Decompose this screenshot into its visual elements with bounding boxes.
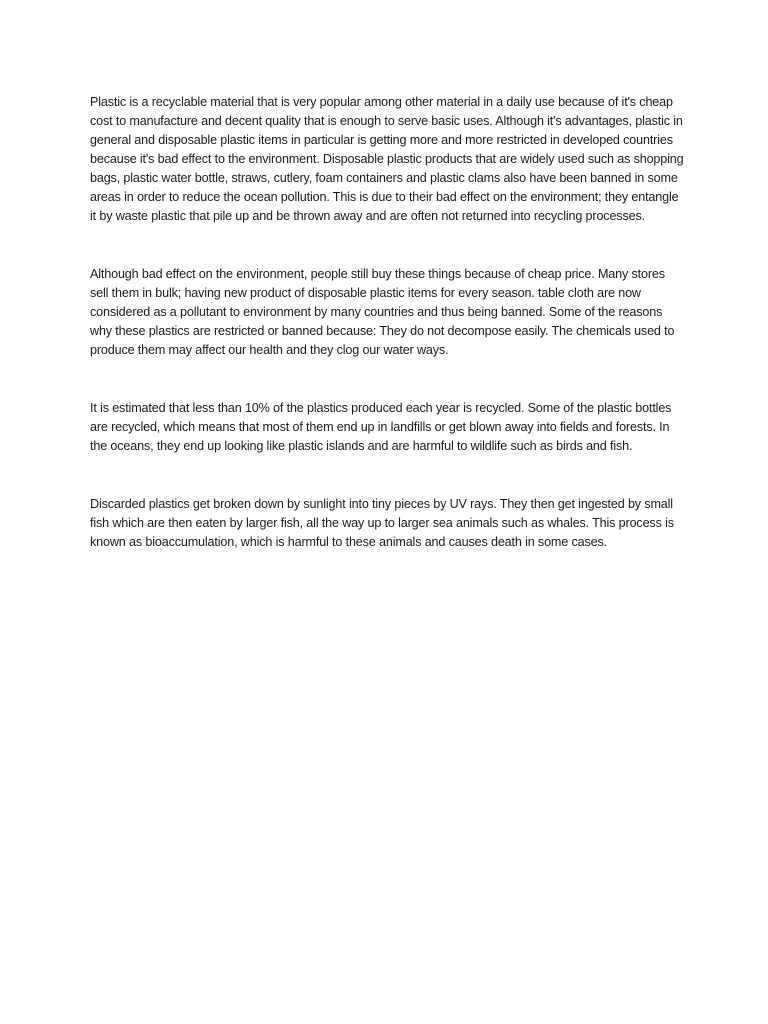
- paragraph-3: It is estimated that less than 10% of the plastics produced each year is recycled. Some of the plastic bottles are recycled, which means that most of them end up in landfills or get blown away into fields and forests. In the oceans, they end up looking like plastic islands and are harmful to wildlife such as birds and fish.: [90, 401, 672, 453]
- paragraph-1: Plastic is a recyclable material that is very popular among other material in a daily use because of it's cheap cost to manufacture and decent quality that is enough to serve basic uses. Although it's advantages, plastic in general and disposable plastic items in particular is getting more and more restricted in developed countries because it's bad effect to the environment. Disposable plastic products that are widely used such as shopping bags, plastic water bottle, straws, cutlery, foam containers and plastic clams also have been banned in some areas in order to reduce the ocean pollution. This is due to their bad effect on the environment; they entangle it by waste plastic that pile up and be thrown away and are often not returned into recycling processes.: [90, 95, 684, 223]
- document-body: [90, 93, 686, 552]
- paragraph-4: Discarded plastics get broken down by sunlight into tiny pieces by UV rays. They then get ingested by small fish which are then eaten by larger fish, all the way up to larger sea animals such as whales. This process is known as bioaccumulation, which is harmful to these animals and causes death in some cases.: [90, 497, 674, 549]
- paragraph-2: Although bad effect on the environment, people still buy these things because of cheap price. Many stores sell them in bulk; having new product of disposable plastic items for every season. table cloth are now considered as a pollutant to environment by many countries and thus being banned. Some of the reasons why these plastics are restricted or banned because: They do not decompose easily. The chemicals used to produce them may affect our health and they clog our water ways.: [90, 267, 675, 357]
